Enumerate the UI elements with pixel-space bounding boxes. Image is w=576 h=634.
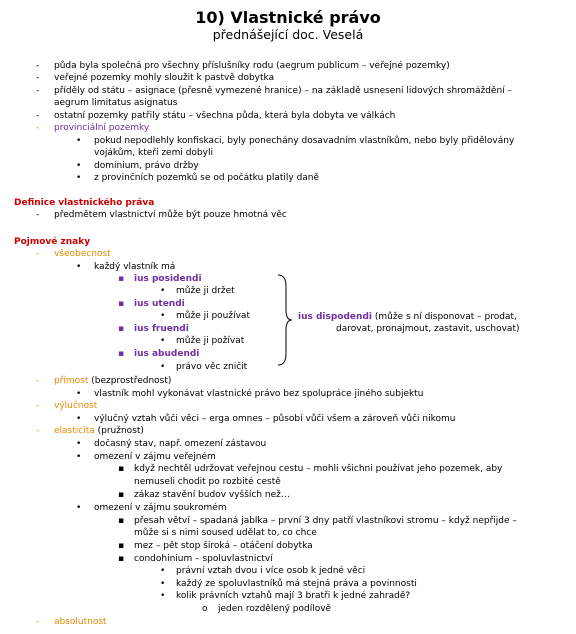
list-item: právní vztah dvou i více osob k jedné věci (176, 566, 366, 576)
list-item: mez – pět stop široká – otáčení dobytka (134, 541, 313, 551)
primost-item (54, 376, 171, 387)
list-item: pokud nepodlehly konfiskaci, byly ponechány dosavadním vlastníkům, nebo byly přidělovány (94, 136, 515, 146)
list-item-continuation: aegrum limitatus asignatus (54, 98, 178, 108)
square-bullet: ▪ (118, 541, 125, 551)
dash-bullet: - (36, 73, 40, 83)
list-item: může ji používat (176, 311, 250, 321)
absolutnost-label: absolutnost (54, 617, 107, 627)
list-item: může ji držet (176, 286, 235, 296)
list-item: zákaz stavění budov vyšších než… (134, 490, 290, 500)
dot-bullet: • (160, 286, 166, 296)
list-item: z provinčních pozemků se od počátku platily daně (94, 173, 320, 183)
dash-bullet: - (36, 249, 40, 259)
dot-bullet: • (160, 579, 166, 589)
ius-dispodendi-continuation: darovat, pronajmout, zastavit, uschovat) (336, 324, 520, 334)
dot-bullet: • (76, 503, 82, 513)
elasticita-paren: (pružnost) (94, 426, 144, 436)
dot-bullet: • (76, 136, 82, 146)
square-bullet: ▪ (118, 299, 125, 309)
circle-bullet: o (202, 604, 208, 614)
elasticita-label: elasticita (54, 426, 95, 436)
dot-bullet: • (76, 173, 82, 183)
dot-bullet: • (160, 311, 166, 321)
square-bullet: ▪ (118, 274, 125, 284)
dot-bullet: • (160, 566, 166, 576)
dash-bullet: - (36, 617, 40, 627)
list-item: condohinium – spoluvlastnictví (134, 554, 273, 564)
list-item: ostatní pozemky patřily státu – všechna půda, která byla dobyta ve válkách (54, 111, 396, 121)
ius-dispodendi-label: ius dispodendi (298, 312, 372, 322)
list-item: když nechtěl udržovat veřejnou cestu – mohli všichni používat jeho pozemek, aby (134, 464, 503, 474)
ius-utendi: ius utendi (134, 299, 185, 309)
list-item: právo věc zničit (176, 362, 248, 372)
list-item: kolik právních vztahů mají 3 bratři k jedné zahradě? (176, 591, 411, 601)
list-item: může ji požívat (176, 336, 245, 346)
definition-text: předmětem vlastnictví může být pouze hmotná věc (54, 210, 287, 220)
primost-paren: (bezprostřednost) (88, 376, 172, 386)
dot-bullet: • (160, 336, 166, 346)
dot-bullet: • (160, 362, 166, 372)
ius-posidendi: ius posidendi (134, 274, 202, 284)
dash-bullet: - (36, 111, 40, 121)
list-item-continuation: může si s nimi soused udělat to, co chce (134, 528, 317, 538)
dot-bullet: • (76, 439, 82, 449)
definition-heading: Definice vlastnického práva (14, 198, 155, 208)
list-item: každý vlastník má (94, 262, 176, 272)
square-bullet: ▪ (118, 516, 125, 526)
dot-bullet: • (76, 389, 82, 399)
square-bullet: ▪ (118, 464, 125, 474)
list-item: omezení v zájmu veřejném (94, 452, 216, 462)
list-item: přesah větví – spadaná jablka – první 3 dny patří vlastníkovi stromu – když nepřijde – (134, 516, 517, 526)
square-bullet: ▪ (118, 324, 125, 334)
list-item: půda byla společná pro všechny příslušníky rodu (aegrum publicum – veřejné pozemky) (54, 61, 450, 71)
dash-bullet: - (36, 401, 40, 411)
ius-abudendi: ius abudendi (134, 349, 200, 359)
list-item: vlastník mohl vykonávat vlastnické právo bez spolupráce jiného subjektu (94, 389, 424, 399)
page-title: 10) Vlastnické právo (195, 8, 381, 27)
dot-bullet: • (160, 591, 166, 601)
vseobecnost-label: všeobecnost (54, 249, 111, 259)
ius-dispodendi-text: (může s ní disponovat – prodat, (371, 312, 517, 322)
square-bullet: ▪ (118, 554, 125, 564)
dash-bullet: - (36, 210, 40, 220)
list-item: dočasný stav, např. omezení zástavou (94, 439, 267, 449)
features-heading: Pojmové znaky (14, 237, 91, 247)
elasticita-item (54, 426, 144, 437)
ius-dispodendi (298, 312, 517, 323)
ius-fruendi: ius fruendi (134, 324, 189, 334)
list-item-continuation: vojákům, kteří zemi dobyli (94, 148, 213, 158)
dot-bullet: • (76, 414, 82, 424)
dot-bullet: • (76, 262, 82, 272)
curly-brace-icon (276, 274, 294, 366)
dash-bullet: - (36, 86, 40, 96)
list-item: omezení v zájmu soukromém (94, 503, 227, 513)
list-item: příděly od státu – asignace (přesně vymezené hranice) – na základě usnesení lidových shromáždění – (54, 86, 513, 96)
square-bullet: ▪ (118, 349, 125, 359)
primost-label: přímost (54, 376, 89, 386)
dash-bullet: - (36, 376, 40, 386)
dot-bullet: • (76, 161, 82, 171)
dash-bullet: - (36, 123, 40, 133)
dash-bullet: - (36, 61, 40, 71)
list-item: výlučný vztah vůči věci – erga omnes – působí vůči všem a zároveň vůči nikomu (94, 414, 456, 424)
list-item: veřejné pozemky mohly sloužit k pastvě dobytka (54, 73, 275, 83)
list-item: každý ze spoluvlastníků má stejná práva a povinnosti (176, 579, 417, 589)
list-item: dominium, právo držby (94, 161, 199, 171)
vylucnost-label: výlučnost (54, 401, 98, 411)
list-item-continuation: nemuseli chodit po rozbité cestě (134, 477, 281, 487)
provincial-label: provinciální pozemky (54, 123, 150, 133)
square-bullet: ▪ (118, 490, 125, 500)
dot-bullet: • (76, 452, 82, 462)
dash-bullet: - (36, 426, 40, 436)
page-subtitle: přednášející doc. Veselá (212, 27, 364, 42)
list-item: jeden rozdělený podílově (218, 604, 332, 614)
